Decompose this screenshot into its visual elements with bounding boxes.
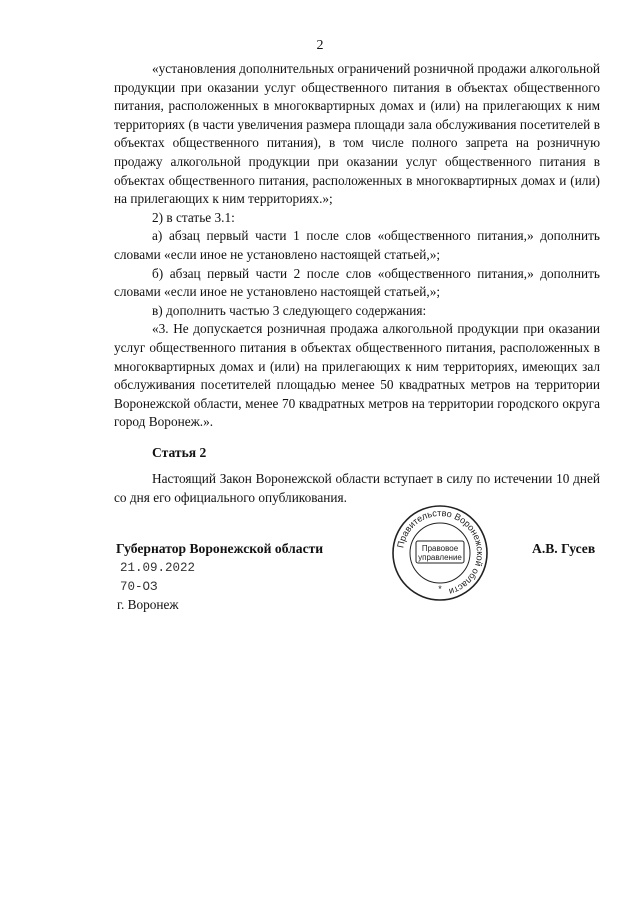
stamp-ring-text: Правительство Воронежской области	[395, 507, 486, 597]
paragraph-item-a: а) абзац первый части 1 после слов «общественного питания,» дополнить словами «если иное не установлено настоящей статьей,»;	[114, 228, 600, 262]
law-number: 70-ОЗ	[120, 580, 158, 594]
signatory-title: Губернатор Воронежской области	[116, 541, 324, 556]
page-number: 2	[316, 38, 324, 53]
official-stamp-icon	[390, 503, 490, 603]
signing-date: 21.09.2022	[120, 561, 196, 575]
document-body	[114, 60, 600, 508]
paragraph-item-v: в) дополнить частью 3 следующего содержания:	[152, 302, 427, 318]
paragraph-quote-end: «установления дополнительных ограничений розничной продажи алкогольной продукции при оказании услуг общественного питания в объектах общественного питания, расположенных в многоквартирных домах и (или) на прилегающих к ним территориях (в части увеличения размера площади зала обслуживания посетителей в объектах общественного питания), в том числе полного запрета на розничную продажу алкогольной продукции при оказании услуг общественного питания в объектах общественного питания, расположенных в многоквартирных домах и (или) на прилегающих к ним территориях.»;	[114, 61, 600, 207]
stamp-center-line2: управление	[418, 553, 462, 562]
signing-city: г. Воронеж	[117, 597, 179, 612]
article-heading: Статья 2	[152, 444, 207, 460]
stamp-center-line1: Правовое	[421, 544, 459, 553]
paragraph-part-3: «3. Не допускается розничная продажа алкогольной продукции при оказании услуг общественного питания в объектах общественного питания, расположенных в многоквартирных домах и (или) на прилегающих к ним территориях, имеющих зал обслуживания посетителей площадью менее 50 квадратных метров на территории Воронежской области, менее 70 квадратных метров на территории городского округа город Воронеж.».	[114, 321, 600, 430]
paragraph-item-2: 2) в статье 3.1:	[152, 209, 235, 225]
signatory-name: А.В. Гусев	[532, 541, 596, 556]
paragraph-item-b: б) абзац первый части 2 после слов «общественного питания,» дополнить словами «если иное не установлено настоящей статьей,»;	[114, 265, 600, 300]
article-text: Настоящий Закон Воронежской области вступает в силу по истечении 10 дней со дня его официального опубликования.	[114, 471, 600, 506]
stamp-star: *	[438, 584, 442, 594]
